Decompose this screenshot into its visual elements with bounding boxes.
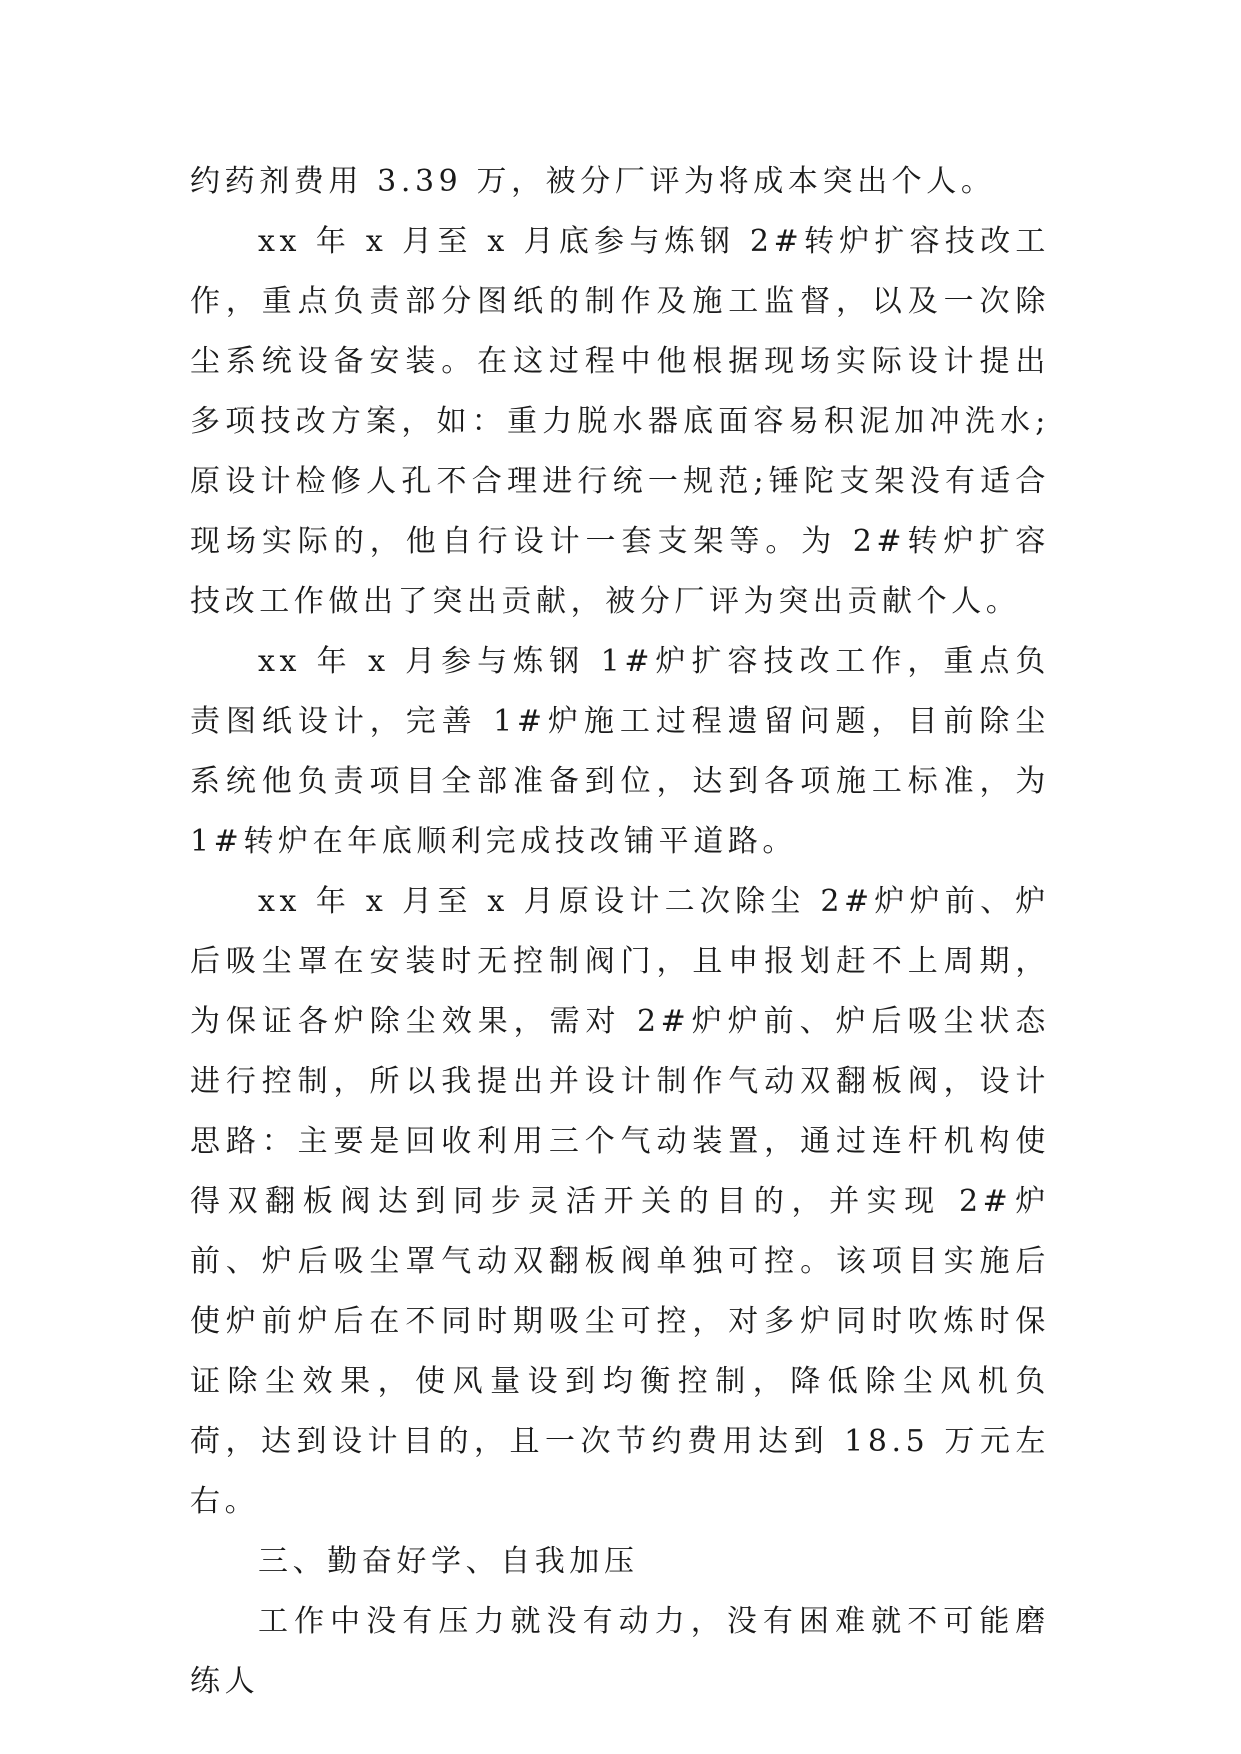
section-heading-diligent-study: 三、勤奋好学、自我加压 xyxy=(258,1544,639,1579)
paragraph-work-pressure: 工作中没有压力就没有动力，没有困难就不可能磨练人 xyxy=(190,1604,1050,1699)
document-body xyxy=(190,152,1050,1712)
paragraph-cost-saving: 约药剂费用 3.39 万，被分厂评为将成本突出个人。 xyxy=(190,164,996,199)
paragraph-dust-removal-valve: xx 年 x 月至 x 月原设计二次除尘 2#炉炉前、炉后吸尘罩在安装时无控制阀门，且申报划赶不上周期，为保证各炉除尘效果，需对 2#炉炉前、炉后吸尘状态进行控制，所以我提出并设计制作气动双翻板阀，设计思路：主要是回收利用三个气动装置，通过连杆机构使得双翻板阀达到同步灵活开关的目的，并实现 2#炉前、炉后吸尘罩气动双翻板阀单独可控。该项目实施后使炉前炉后在不同时期吸尘可控，对多炉同时吹炼时保证除尘效果，使风量设到均衡控制，降低除尘风机负荷，达到设计目的，且一次节约费用达到 18.5 万元左右。 xyxy=(190,884,1050,1519)
paragraph-furnace-1-upgrade: xx 年 x 月参与炼钢 1#炉扩容技改工作，重点负责图纸设计，完善 1#炉施工过程遗留问题，目前除尘系统他负责项目全部准备到位，达到各项施工标准，为 1#转炉在年底顺利完成技改铺平道路。 xyxy=(190,644,1050,859)
paragraph-converter-2-upgrade: xx 年 x 月至 x 月底参与炼钢 2#转炉扩容技改工作，重点负责部分图纸的制作及施工监督，以及一次除尘系统设备安装。在这过程中他根据现场实际设计提出多项技改方案，如：重力脱水器底面容易积泥加冲洗水;原设计检修人孔不合理进行统一规范;锤陀支架没有适合现场实际的，他自行设计一套支架等。为 2#转炉扩容技改工作做出了突出贡献，被分厂评为突出贡献个人。 xyxy=(190,224,1050,619)
